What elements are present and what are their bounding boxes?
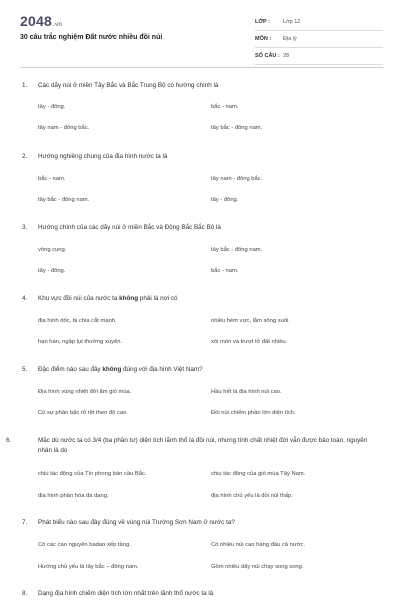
info-row-count [255,48,383,65]
question-body [38,366,203,373]
answer-option-d[interactable]: bắc - nam. [211,268,239,274]
answer-option-b[interactable]: chịu tác động của gió mùa Tây Nam. [211,471,306,477]
question-text [22,589,377,599]
header-divider [20,67,384,68]
info-label: SỐ CÂU : [255,53,280,59]
info-row-subject [255,31,383,48]
answer-option-a[interactable]: địa hình dốc, bị chia cắt mạnh. [38,318,117,324]
question-text [22,294,377,304]
question-text [22,365,377,375]
question-body: Mặc dù nước ta có 3/4 (ba phần tư) diện tích lãnh thổ là đồi núi, nhưng tính chất nhiệt đới vẫn được bảo toàn, nguyên nhân là do [38,437,368,454]
question-number: 8. [22,590,28,597]
answer-option-c[interactable]: tây nam - đông bắc. [38,125,90,131]
info-value: Lớp 12 [283,19,301,25]
answer-option-b[interactable]: Hầu hết là địa hình núi cao. [211,389,282,395]
question-body [38,295,178,302]
quiz-info-panel [255,14,383,65]
answer-option-b[interactable]: tây nam - đông bắc. [211,176,263,182]
question-body: Hướng nghiêng chung của địa hình nước ta là [38,153,168,160]
question-text [22,518,377,528]
answer-option-b[interactable]: tây bắc - đông nam. [211,247,263,253]
question-text [6,436,377,456]
answer-option-d[interactable]: xói mòn và trượt lở đất nhiều. [211,339,288,345]
answer-option-b[interactable]: nhiều hẻm vực, lắm sông suối. [211,318,290,324]
info-label: MÔN : [255,36,272,42]
answer-option-a[interactable]: Có các cao nguyên badan xếp tầng. [38,542,131,548]
question-body: Các dãy núi ở miền Tây Bắc và Bắc Trung Bộ có hướng chính là [38,82,219,89]
header [0,0,400,66]
answer-option-b[interactable]: bắc - nam. [211,104,239,110]
answer-option-c[interactable]: Hướng chủ yếu là tây bắc – đông nam. [38,564,139,570]
answer-option-d[interactable]: Đồi núi chiếm phần lớn diện tích. [211,410,296,416]
answer-option-c[interactable]: hạn hán, ngập lụt thường xuyên. [38,339,123,345]
question-number: 5. [22,366,28,373]
answer-option-d[interactable]: tây - đông. [211,197,239,203]
question-text [22,223,377,233]
question-text-post: phải là nơi có [138,295,178,302]
answer-option-c[interactable]: tây bắc - đông nam. [38,197,90,203]
question-keyword: không [119,295,139,302]
question-text-post: đúng với địa hình Việt Nam? [121,366,203,373]
logo-suffix: .vn [52,22,63,28]
answer-option-b[interactable]: Có nhiều núi cao hàng đầu cả nước. [211,542,306,548]
question-body: Hướng chính của các dãy núi ở miền Bắc và Đông Bắc Bắc Bộ là [38,224,221,231]
info-value: 28 [283,53,290,59]
answer-option-a[interactable]: tây - đông. [38,104,66,110]
answer-option-c[interactable]: tây - đông. [38,268,66,274]
answer-option-d[interactable]: địa hình chủ yếu là đồi núi thấp. [211,493,293,499]
question-text [22,81,377,91]
answer-option-c[interactable]: Có sự phân bậc rõ rệt theo độ cao. [38,410,128,416]
question-number: 4. [22,295,28,302]
logo-main: 2048 [20,13,52,29]
answer-option-a[interactable]: Địa hình vùng nhiệt đới ẩm gió mùa. [38,389,132,395]
question-number: 2. [22,153,28,160]
question-body: Dạng địa hình chiếm diện tích lớn nhất trên lãnh thổ nước ta là [38,590,214,597]
info-label: LỚP : [255,19,270,25]
site-logo[interactable] [20,13,62,29]
question-text-pre: Đặc điểm nào sau đây [38,366,103,373]
answer-option-a[interactable]: vòng cung. [38,247,67,253]
question-number: 6. [6,437,12,444]
question-number: 3. [22,224,28,231]
question-body: Phát biểu nào sau đây đúng về vùng núi Trường Sơn Nam ở nước ta? [38,519,235,526]
question-keyword: không [102,366,122,373]
answer-option-d[interactable]: Gồm nhiều dãy núi chạy song song. [211,564,304,570]
info-row-class [255,14,383,31]
page-title: 30 câu trắc nghiệm Đất nước nhiều đồi núi [20,34,163,41]
answer-option-d[interactable]: tây bắc - đông nam. [211,125,263,131]
question-text [22,152,377,162]
answer-option-a[interactable]: bắc - nam. [38,176,66,182]
answer-option-a[interactable]: chịu tác động của Tín phong bán cầu Bắc. [38,471,147,477]
question-text-pre: Khu vực đồi núi của nước ta [38,295,120,302]
question-number: 7. [22,519,28,526]
answer-option-c[interactable]: địa hình phân hóa đa dạng. [38,493,109,499]
info-value: Địa lý [283,36,297,42]
question-number: 1. [22,82,28,89]
